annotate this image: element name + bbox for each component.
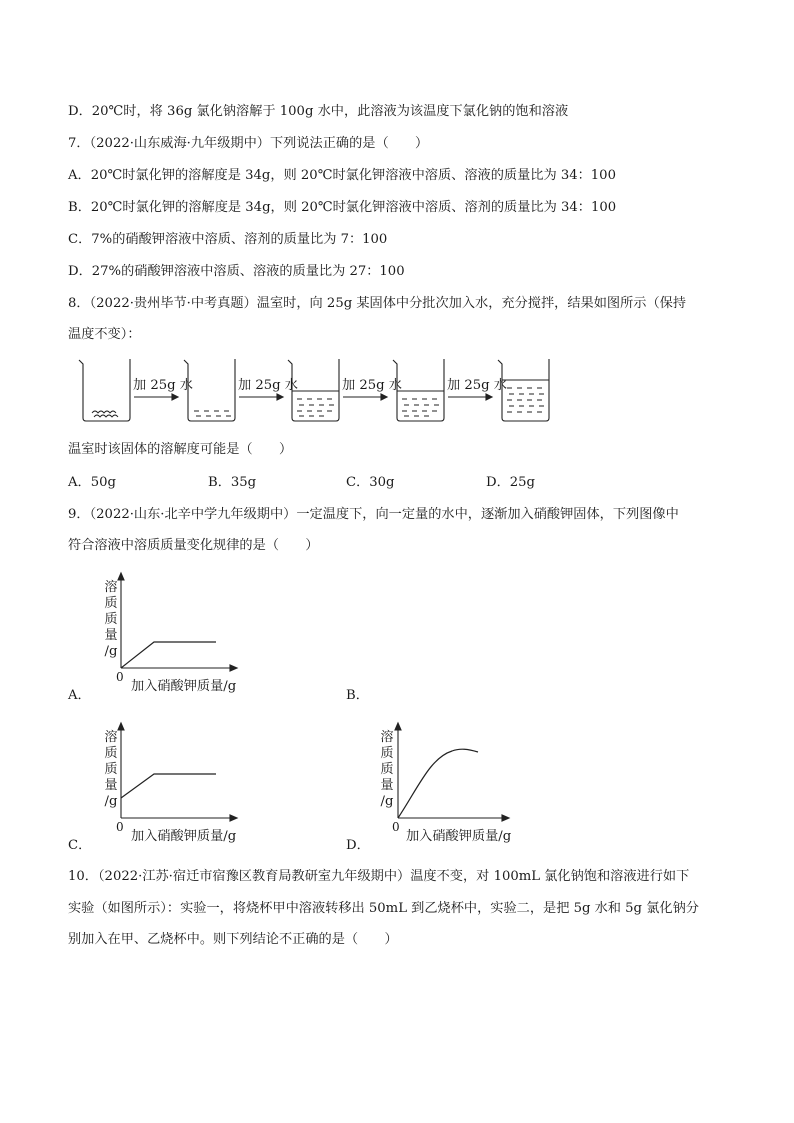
q10-stem-line3: 别加入在甲、乙烧杯中。则下列结论不正确的是（ ） [68,932,398,947]
y-label-char: /g [380,794,394,809]
arrow-2-label: 加 25g 水 [238,378,298,393]
q9-option-b: B． [346,688,369,703]
arrow-3-label: 加 25g 水 [342,378,402,393]
graph-c-y-label [103,730,119,810]
arrow-4-label: 加 25g 水 [447,378,507,393]
q9-option-c: C． [68,838,92,853]
y-label-char: 质 [380,762,394,777]
q8-stem-line1: 8．（2022·贵州毕节·中考真题）温室时，向 25g 某固体中分批次加入水，充分搅拌，结果如图所示（保持 [68,296,687,311]
graph-a-y-label [103,580,119,660]
q9-option-a: A． [68,688,91,703]
y-label-char: 量 [380,778,394,793]
graph-a [100,568,250,698]
graph-d [374,718,524,848]
q9-stem-line2: 符合溶液中溶质质量变化规律的是（ ） [68,538,319,553]
graph-d-y-label [379,730,395,810]
graph-d-origin: 0 [392,820,400,834]
arrow-1-label: 加 25g 水 [133,378,193,393]
y-label-char: 量 [104,628,118,643]
q10-stem-line1: 10．（2022·江苏·宿迁市宿豫区教育局教研室九年级期中）温度不变，对 100mL 氯化钠饱和溶液进行如下 [68,869,690,884]
y-label-char: /g [104,794,118,809]
beaker-1 [79,359,130,421]
y-label-char: 溶 [104,730,118,745]
graph-d-curve [398,749,478,818]
y-label-char: /g [104,644,118,659]
q9-stem-line1: 9．（2022·山东·北辛中学九年级期中）一定温度下，向一定量的水中，逐渐加入硝酸钾固体，下列图像中 [68,507,679,522]
y-label-char: 质 [380,746,394,761]
q7-option-b: B．20℃时氯化钾的溶解度是 34g，则 20℃时氯化钾溶液中溶质、溶剂的质量比为 34：100 [68,200,617,215]
graph-a-x-label: 加入硝酸钾质量/g [131,679,237,694]
y-label-char: 质 [104,746,118,761]
q8-option-a: A．50g [68,475,116,490]
q8-option-c: C．30g [346,475,395,490]
graph-c-x-label: 加入硝酸钾质量/g [131,829,237,844]
graph-c [100,718,250,848]
q8-stem-line2: 温度不变）： [68,327,141,342]
y-label-char: 溶 [104,580,118,595]
q9-option-d: D． [346,838,370,853]
q8-option-d: D．25g [486,475,535,490]
y-label-char: 质 [104,612,118,627]
q7-option-a: A．20℃时氯化钾的溶解度是 34g，则 20℃时氯化钾溶液中溶质、溶液的质量比为 34：100 [68,168,616,183]
y-label-char: 溶 [380,730,394,745]
y-label-char: 质 [104,596,118,611]
y-label-char: 质 [104,762,118,777]
q10-stem-line2: 实验（如图所示）：实验一，将烧杯甲中溶液转移出 50mL 到乙烧杯中，实验二，是把 5g 水和 5g 氯化钠分 [68,901,699,916]
graph-a-origin: 0 [116,670,124,684]
graph-c-origin: 0 [116,820,124,834]
q7-option-c: C．7%的硝酸钾溶液中溶质、溶剂的质量比为 7：100 [68,232,388,247]
graph-a-curve [121,642,216,668]
graph-c-curve [121,774,216,798]
q7-stem: 7．（2022·山东威海·九年级期中）下列说法正确的是（ ） [68,136,429,151]
beaker-diagram [0,355,794,425]
graph-d-x-label: 加入硝酸钾质量/g [406,829,512,844]
q6-option-d: D．20℃时，将 36g 氯化钠溶解于 100g 水中，此溶液为该温度下氯化钠的饱和溶液 [68,104,569,119]
q8-option-b: B．35g [208,475,257,490]
y-label-char: 量 [104,778,118,793]
q7-option-d: D．27%的硝酸钾溶液中溶质、溶液的质量比为 27：100 [68,264,405,279]
q8-question: 温室时该固体的溶解度可能是（ ） [68,442,293,457]
